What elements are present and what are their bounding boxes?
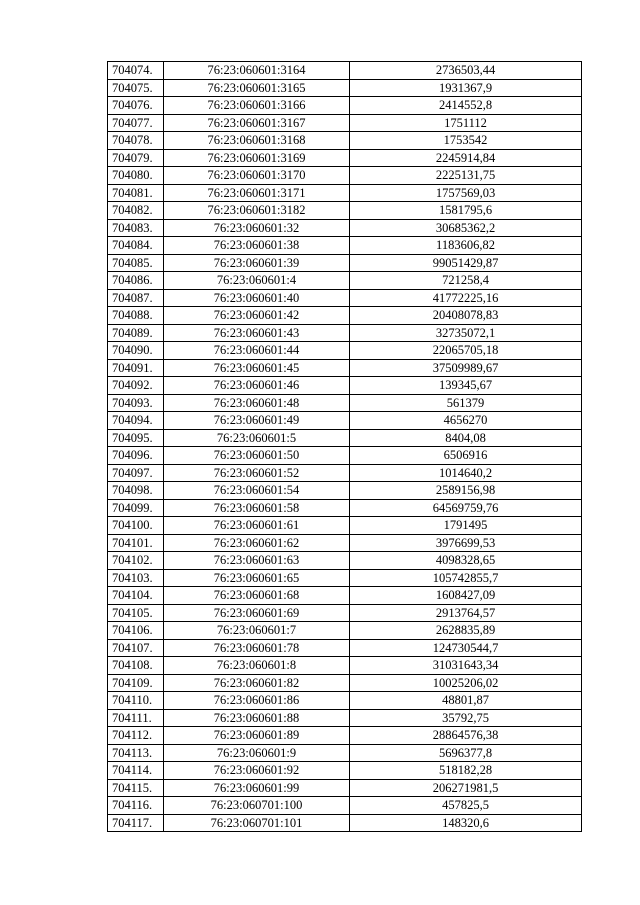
value-cell: 561379 bbox=[350, 394, 582, 412]
table-row bbox=[108, 149, 582, 167]
row-number-cell: 704088. bbox=[108, 307, 164, 325]
cadastral-number-cell: 76:23:060601:3164 bbox=[164, 62, 350, 80]
table-body bbox=[108, 62, 582, 832]
value-cell: 1183606,82 bbox=[350, 237, 582, 255]
value-cell: 2245914,84 bbox=[350, 149, 582, 167]
value-cell: 721258,4 bbox=[350, 272, 582, 290]
value-cell: 99051429,87 bbox=[350, 254, 582, 272]
cadastral-number-cell: 76:23:060601:58 bbox=[164, 499, 350, 517]
cadastral-number-cell: 76:23:060601:45 bbox=[164, 359, 350, 377]
table-row bbox=[108, 464, 582, 482]
table-row bbox=[108, 132, 582, 150]
table-row bbox=[108, 237, 582, 255]
row-number-cell: 704077. bbox=[108, 114, 164, 132]
value-cell: 518182,28 bbox=[350, 762, 582, 780]
table-row bbox=[108, 569, 582, 587]
table-row bbox=[108, 97, 582, 115]
cadastral-number-cell: 76:23:060601:4 bbox=[164, 272, 350, 290]
table-row bbox=[108, 289, 582, 307]
value-cell: 10025206,02 bbox=[350, 674, 582, 692]
row-number-cell: 704076. bbox=[108, 97, 164, 115]
value-cell: 1931367,9 bbox=[350, 79, 582, 97]
value-cell: 2628835,89 bbox=[350, 622, 582, 640]
row-number-cell: 704116. bbox=[108, 797, 164, 815]
table-row bbox=[108, 779, 582, 797]
table-row bbox=[108, 359, 582, 377]
value-cell: 1608427,09 bbox=[350, 587, 582, 605]
value-cell: 2225131,75 bbox=[350, 167, 582, 185]
cadastral-number-cell: 76:23:060601:92 bbox=[164, 762, 350, 780]
cadastral-number-cell: 76:23:060601:32 bbox=[164, 219, 350, 237]
cadastral-number-cell: 76:23:060601:61 bbox=[164, 517, 350, 535]
value-cell: 105742855,7 bbox=[350, 569, 582, 587]
table-row bbox=[108, 272, 582, 290]
row-number-cell: 704097. bbox=[108, 464, 164, 482]
table-row bbox=[108, 412, 582, 430]
row-number-cell: 704100. bbox=[108, 517, 164, 535]
value-cell: 4656270 bbox=[350, 412, 582, 430]
row-number-cell: 704111. bbox=[108, 709, 164, 727]
table-row bbox=[108, 622, 582, 640]
cadastral-number-cell: 76:23:060601:89 bbox=[164, 727, 350, 745]
row-number-cell: 704074. bbox=[108, 62, 164, 80]
cadastral-number-cell: 76:23:060601:48 bbox=[164, 394, 350, 412]
table-row bbox=[108, 587, 582, 605]
cadastral-number-cell: 76:23:060601:86 bbox=[164, 692, 350, 710]
row-number-cell: 704081. bbox=[108, 184, 164, 202]
table-row bbox=[108, 727, 582, 745]
table-row bbox=[108, 114, 582, 132]
value-cell: 22065705,18 bbox=[350, 342, 582, 360]
cadastral-number-cell: 76:23:060601:3168 bbox=[164, 132, 350, 150]
table-row bbox=[108, 219, 582, 237]
row-number-cell: 704087. bbox=[108, 289, 164, 307]
cadastral-number-cell: 76:23:060601:78 bbox=[164, 639, 350, 657]
cadastral-number-cell: 76:23:060601:3170 bbox=[164, 167, 350, 185]
cadastral-number-cell: 76:23:060601:49 bbox=[164, 412, 350, 430]
row-number-cell: 704083. bbox=[108, 219, 164, 237]
table-row bbox=[108, 674, 582, 692]
row-number-cell: 704102. bbox=[108, 552, 164, 570]
value-cell: 8404,08 bbox=[350, 429, 582, 447]
value-cell: 6506916 bbox=[350, 447, 582, 465]
value-cell: 30685362,2 bbox=[350, 219, 582, 237]
cadastral-number-cell: 76:23:060601:38 bbox=[164, 237, 350, 255]
cadastral-number-cell: 76:23:060601:42 bbox=[164, 307, 350, 325]
value-cell: 1581795,6 bbox=[350, 202, 582, 220]
table-row bbox=[108, 709, 582, 727]
table-row bbox=[108, 394, 582, 412]
cadastral-number-cell: 76:23:060601:5 bbox=[164, 429, 350, 447]
value-cell: 2913764,57 bbox=[350, 604, 582, 622]
table-row bbox=[108, 482, 582, 500]
row-number-cell: 704107. bbox=[108, 639, 164, 657]
cadastral-number-cell: 76:23:060601:50 bbox=[164, 447, 350, 465]
table-row bbox=[108, 429, 582, 447]
table-row bbox=[108, 499, 582, 517]
row-number-cell: 704095. bbox=[108, 429, 164, 447]
table-row bbox=[108, 324, 582, 342]
value-cell: 4098328,65 bbox=[350, 552, 582, 570]
value-cell: 1757569,03 bbox=[350, 184, 582, 202]
row-number-cell: 704112. bbox=[108, 727, 164, 745]
value-cell: 41772225,16 bbox=[350, 289, 582, 307]
row-number-cell: 704092. bbox=[108, 377, 164, 395]
row-number-cell: 704108. bbox=[108, 657, 164, 675]
row-number-cell: 704080. bbox=[108, 167, 164, 185]
table-row bbox=[108, 342, 582, 360]
row-number-cell: 704103. bbox=[108, 569, 164, 587]
row-number-cell: 704084. bbox=[108, 237, 164, 255]
row-number-cell: 704086. bbox=[108, 272, 164, 290]
table-row bbox=[108, 377, 582, 395]
value-cell: 1751112 bbox=[350, 114, 582, 132]
table-row bbox=[108, 254, 582, 272]
cadastral-number-cell: 76:23:060601:65 bbox=[164, 569, 350, 587]
row-number-cell: 704079. bbox=[108, 149, 164, 167]
cadastral-number-cell: 76:23:060601:54 bbox=[164, 482, 350, 500]
table-row bbox=[108, 604, 582, 622]
cadastral-number-cell: 76:23:060601:9 bbox=[164, 744, 350, 762]
cadastral-number-cell: 76:23:060601:3167 bbox=[164, 114, 350, 132]
cadastral-number-cell: 76:23:060601:7 bbox=[164, 622, 350, 640]
row-number-cell: 704094. bbox=[108, 412, 164, 430]
value-cell: 35792,75 bbox=[350, 709, 582, 727]
table-row bbox=[108, 797, 582, 815]
cadastral-number-cell: 76:23:060601:8 bbox=[164, 657, 350, 675]
cadastral-number-cell: 76:23:060601:69 bbox=[164, 604, 350, 622]
cadastral-number-cell: 76:23:060601:39 bbox=[164, 254, 350, 272]
cadastral-number-cell: 76:23:060601:40 bbox=[164, 289, 350, 307]
cadastral-value-table bbox=[107, 61, 582, 832]
table-row bbox=[108, 744, 582, 762]
cadastral-number-cell: 76:23:060601:3171 bbox=[164, 184, 350, 202]
row-number-cell: 704091. bbox=[108, 359, 164, 377]
table-row bbox=[108, 657, 582, 675]
table-row bbox=[108, 517, 582, 535]
row-number-cell: 704106. bbox=[108, 622, 164, 640]
value-cell: 457825,5 bbox=[350, 797, 582, 815]
value-cell: 1753542 bbox=[350, 132, 582, 150]
value-cell: 124730544,7 bbox=[350, 639, 582, 657]
value-cell: 2589156,98 bbox=[350, 482, 582, 500]
row-number-cell: 704098. bbox=[108, 482, 164, 500]
cadastral-number-cell: 76:23:060601:52 bbox=[164, 464, 350, 482]
table-row bbox=[108, 307, 582, 325]
row-number-cell: 704078. bbox=[108, 132, 164, 150]
cadastral-number-cell: 76:23:060601:88 bbox=[164, 709, 350, 727]
value-cell: 139345,67 bbox=[350, 377, 582, 395]
table-row bbox=[108, 447, 582, 465]
value-cell: 2414552,8 bbox=[350, 97, 582, 115]
row-number-cell: 704082. bbox=[108, 202, 164, 220]
value-cell: 3976699,53 bbox=[350, 534, 582, 552]
table-row bbox=[108, 202, 582, 220]
row-number-cell: 704117. bbox=[108, 814, 164, 832]
value-cell: 20408078,83 bbox=[350, 307, 582, 325]
cadastral-number-cell: 76:23:060601:3166 bbox=[164, 97, 350, 115]
cadastral-number-cell: 76:23:060601:44 bbox=[164, 342, 350, 360]
row-number-cell: 704090. bbox=[108, 342, 164, 360]
value-cell: 64569759,76 bbox=[350, 499, 582, 517]
table-row bbox=[108, 639, 582, 657]
row-number-cell: 704115. bbox=[108, 779, 164, 797]
row-number-cell: 704110. bbox=[108, 692, 164, 710]
table-row bbox=[108, 534, 582, 552]
table-row bbox=[108, 814, 582, 832]
value-cell: 32735072,1 bbox=[350, 324, 582, 342]
value-cell: 28864576,38 bbox=[350, 727, 582, 745]
cadastral-number-cell: 76:23:060601:62 bbox=[164, 534, 350, 552]
row-number-cell: 704101. bbox=[108, 534, 164, 552]
cadastral-number-cell: 76:23:060601:3169 bbox=[164, 149, 350, 167]
table-row bbox=[108, 62, 582, 80]
value-cell: 31031643,34 bbox=[350, 657, 582, 675]
row-number-cell: 704093. bbox=[108, 394, 164, 412]
cadastral-number-cell: 76:23:060601:68 bbox=[164, 587, 350, 605]
cadastral-number-cell: 76:23:060601:82 bbox=[164, 674, 350, 692]
row-number-cell: 704085. bbox=[108, 254, 164, 272]
row-number-cell: 704104. bbox=[108, 587, 164, 605]
row-number-cell: 704113. bbox=[108, 744, 164, 762]
cadastral-number-cell: 76:23:060701:101 bbox=[164, 814, 350, 832]
value-cell: 1014640,2 bbox=[350, 464, 582, 482]
cadastral-number-cell: 76:23:060601:3182 bbox=[164, 202, 350, 220]
cadastral-number-cell: 76:23:060601:46 bbox=[164, 377, 350, 395]
cadastral-number-cell: 76:23:060601:3165 bbox=[164, 79, 350, 97]
value-cell: 5696377,8 bbox=[350, 744, 582, 762]
cadastral-number-cell: 76:23:060601:99 bbox=[164, 779, 350, 797]
row-number-cell: 704096. bbox=[108, 447, 164, 465]
value-cell: 148320,6 bbox=[350, 814, 582, 832]
value-cell: 37509989,67 bbox=[350, 359, 582, 377]
table-row bbox=[108, 552, 582, 570]
value-cell: 48801,87 bbox=[350, 692, 582, 710]
row-number-cell: 704099. bbox=[108, 499, 164, 517]
cadastral-number-cell: 76:23:060601:63 bbox=[164, 552, 350, 570]
value-cell: 2736503,44 bbox=[350, 62, 582, 80]
table-row bbox=[108, 184, 582, 202]
table-row bbox=[108, 692, 582, 710]
table-row bbox=[108, 79, 582, 97]
cadastral-number-cell: 76:23:060601:43 bbox=[164, 324, 350, 342]
value-cell: 206271981,5 bbox=[350, 779, 582, 797]
table-row bbox=[108, 167, 582, 185]
cadastral-number-cell: 76:23:060701:100 bbox=[164, 797, 350, 815]
row-number-cell: 704114. bbox=[108, 762, 164, 780]
row-number-cell: 704105. bbox=[108, 604, 164, 622]
row-number-cell: 704109. bbox=[108, 674, 164, 692]
value-cell: 1791495 bbox=[350, 517, 582, 535]
table-row bbox=[108, 762, 582, 780]
row-number-cell: 704075. bbox=[108, 79, 164, 97]
row-number-cell: 704089. bbox=[108, 324, 164, 342]
